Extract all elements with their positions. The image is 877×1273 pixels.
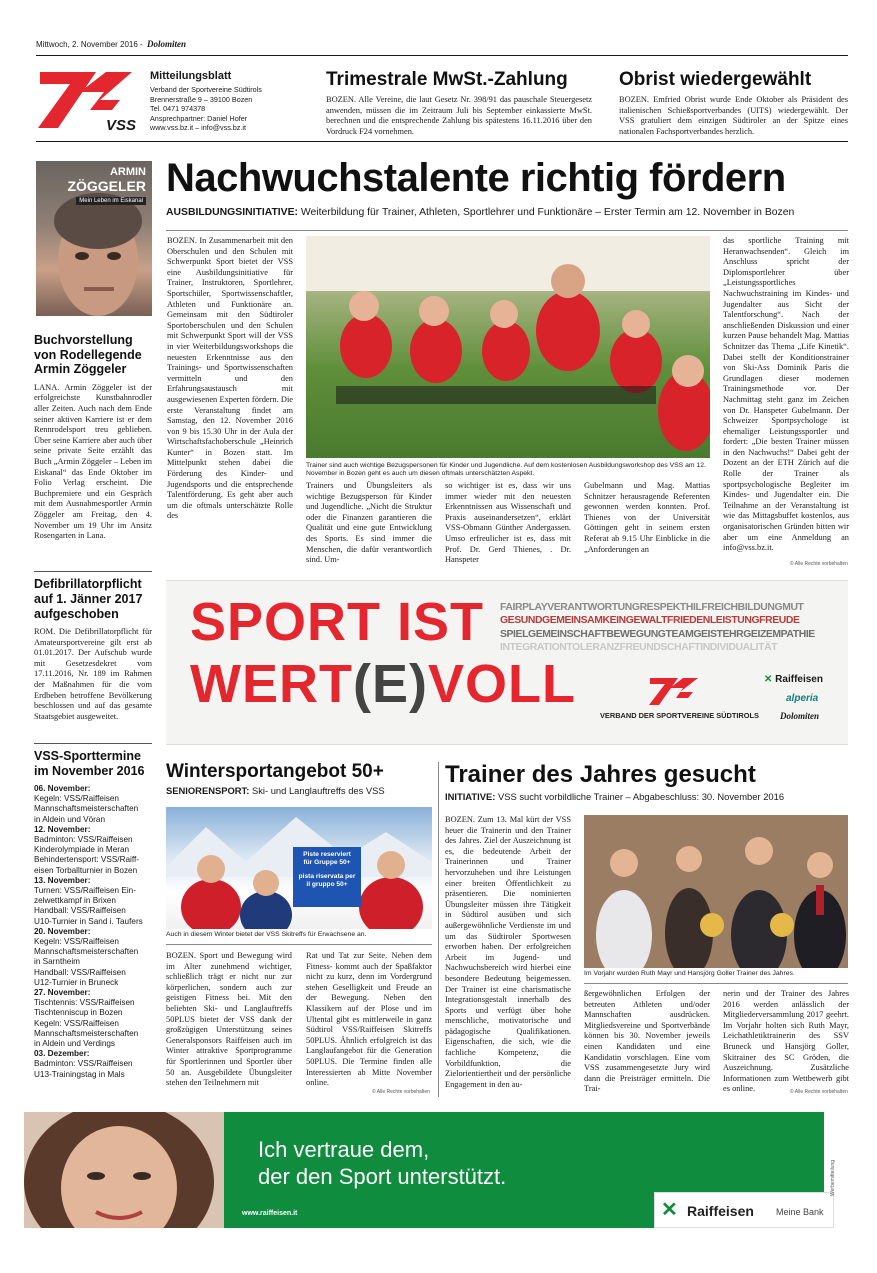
winter-sign (295, 851, 359, 889)
banner-line1: SPORT IST (190, 592, 485, 652)
termine-date: 13. November: (34, 875, 91, 885)
ad-portrait-icon (24, 1112, 224, 1228)
termine-date: 12. November: (34, 824, 91, 834)
main-col5: das sportliche Training mit Heranwachsenden“. Gleich im Anschluss spricht der Diplomsportlehrer über „Leistungssportliches Nachwuchstraining im Kindes- und Jugendalter aus Sicht der Talentforschung“. Nach der anschließenden Diskussion und einer kurzen Pause behandelt Mag. Mattias Schnitzer das Thema „Life Kinetik“. Dabei stellt der Konditionstrainer von Ski-Ass Dominik Paris die Grundlagen dieser modernen Trainingsmethode vor. Der Nachmittag steht ganz im Zeichen von Dr. Hanspeter Gubelmann. Der Schweizer Sportpsychologe ist ehemaliger Leistungssportler und fordert: „Die besten Trainer müssen in den Nachwuchs!“ Dabei geht der Dozent an der ETH Zürich auf die Rolle der Trainer als sportpsychologische Begleiter im Kindes- und Jugendalter ein. Die Teilnahme an der Veranstaltung ist wie das Mittagsbuffet kostenlos, aus organisatorischen Gründen bitten wir aber um eine Anmeldung an info@vss.bz.it. (723, 236, 849, 553)
main-subline-text: Weiterbildung für Trainer, Athleten, Sportlehrer und Funktionäre – Erster Termin am 12. November in Bozen (300, 207, 795, 218)
termine-entry: Kegeln: VSS/Raiffeisen (34, 1018, 119, 1028)
winter-col1: BOZEN. Sport und Bewegung wird im Alter zunehmend wichtiger, schließlich trägt er nicht nur zur körperlichen, sondern auch zur geistigen Fitness bei. Mit den beliebten Ski- und Langlauftreffs 50PLUS bietet der VSS dank der großzügigen Unterstützung seines Generalsponsors Raiffeisen auch im Winter attraktive Sportprogramme für Sportlerinnen und Sportler über 50 an. Ausgebildete Übungsleiter stehen den Teilnehmern mit (166, 951, 292, 1088)
trainer-col2: ßergewöhnlichen Erfolgen der betreuten Athleten und/oder Mannschaften ausdrücken. Mitgliedsvereine und Sportverbände können bis 30. November jeweils einen Kandidaten und eine Kandidatin vorschlagen. Eine vom VSS zusammengesetzte Jury wird dann die Preisträger ermitteln. Die Trai- (584, 989, 710, 1094)
termine-entry: Kinderolympiade in Meran (34, 845, 130, 855)
termine-date: 06. November: (34, 784, 91, 793)
masthead-title: Mitteilungsblatt (150, 70, 232, 82)
dateline-text: Mittwoch, 2. November 2016 - (36, 40, 143, 49)
raiffeisen-ad (24, 1112, 848, 1228)
defi-article (34, 577, 152, 722)
trainer-caption: Im Vorjahr wurden Ruth Mayr und Hansjörg Goller Trainer des Jahres. (584, 970, 795, 977)
masthead-line: www.vss.bz.it – info@vss.bz.it (150, 123, 246, 133)
dolomiten-logo: Dolomiten (146, 39, 186, 49)
ad-url: www.raiffeisen.it (242, 1210, 298, 1217)
trainer-subline (445, 791, 848, 802)
vss-logo-text: VSS (106, 117, 137, 132)
top-rule (36, 55, 848, 56)
ad-brand: Raiffeisen (687, 1203, 754, 1219)
vss-logo-icon (36, 70, 141, 132)
banner-word-row: SPIELGEMEINSCHAFTBEWEGUNGTEAMGEISTEHRGEIZEMPATHIE (500, 628, 815, 640)
banner-word-row: GESUNDGEMEINSAMKEINGEWALTFRIEDENLEISTUNGFREUDE (500, 615, 800, 627)
dateline (36, 39, 186, 49)
masthead-line: Brennerstraße 9 – 39100 Bozen (150, 94, 253, 104)
banner-line2b: (E) (352, 654, 428, 714)
mwst-body: BOZEN. Alle Vereine, die laut Gesetz Nr. 398/91 das pauschale Steuergesetz anwenden, müssen die im Zeitraum Juli bis September einkassierte MwSt. berechnen und die entsprechende Zahlung bis spätestens 16.11.2016 über den Vordruck F24 vornehmen. (326, 95, 592, 136)
banner-line2 (190, 655, 576, 713)
banner-line2c: VOLL (427, 654, 576, 714)
termine-article (34, 749, 152, 1080)
banner-word-row: INTEGRATIONTOLERANZFREUNDSCHAFTINDIVIDUALITÄT (500, 642, 778, 654)
trainer-title: Trainer des Jahres gesucht (445, 761, 756, 788)
termine-date: 20. November: (34, 926, 91, 936)
trainer-photo-icon (584, 815, 848, 968)
main-subline (166, 207, 848, 218)
termine-entry: zelwettkampf in Brixen (34, 896, 116, 906)
trainer-subline-text: VSS sucht vorbildliche Trainer – Abgabeschluss: 30. November 2016 (497, 791, 785, 802)
termine-date: 27. November: (34, 988, 91, 998)
masthead-line: Ansprechpartner: Daniel Hofer (150, 113, 248, 123)
defi-title: Defibrillatorpflicht auf 1. Jänner 2017 aufgeschoben (34, 577, 143, 621)
winter-sign-line: Piste reserviert (303, 851, 351, 858)
masthead-line: Verband der Sportvereine Südtirols (150, 85, 262, 94)
banner-sponsor-alperia: alperia (786, 693, 819, 704)
raiffeisen-icon: ✕ (764, 674, 773, 685)
ad-portrait (24, 1112, 224, 1228)
termine-entry: Behindertensport: VSS/Raiff- (34, 855, 139, 865)
main-article (166, 153, 848, 218)
termine-entry: in Sarntheim (34, 957, 80, 967)
termine-entry: Tischtennis: VSS/Raiffeisen (34, 998, 135, 1008)
winter-sign-line: für Gruppe 50+ (303, 859, 351, 866)
winter-caption-rule (166, 944, 432, 945)
main-subline-rule (166, 230, 848, 231)
banner-sponsor-raiffeisen (764, 674, 823, 685)
trainer-kicker: INITIATIVE: (445, 791, 496, 802)
termine-entry: Handball: VSS/Raiffeisen (34, 906, 126, 916)
kids-photo-caption: Trainer sind auch wichtige Bezugspersonen für Kinder und Jugendliche. Auf dem kostenlosen Ausbildungsworkshop des VSS am 12. November in Bozen geht es auch um diesen oftmals unterschätzten Aspekt. (306, 462, 706, 478)
winter-title: Wintersportangebot 50+ (166, 761, 384, 782)
termine-entry: U13-Trainingstag in Mals (34, 1069, 125, 1079)
book-cover-subtitle: Mein Leben im Eiskanal (76, 197, 146, 205)
obrist-article (619, 68, 848, 137)
book-cover-name-top: ARMIN (109, 166, 146, 178)
termine-date: 03. Dezember: (34, 1049, 90, 1059)
winter-sign-line: il gruppo 50+ (306, 881, 348, 888)
banner-sponsor-dolomiten: Dolomiten (780, 711, 820, 721)
termine-entry: U12-Turnier in Bruneck (34, 977, 119, 987)
termine-entry: Handball: VSS/Raiffeisen (34, 967, 126, 977)
obrist-body: BOZEN. Emfried Obrist wurde Ende Oktober als Präsident des italienischen Schießsportverbandes (UITS) wiedergewählt. Der VSS gratuliert dem einzigen Südtiroler an der Spitze eines nationalen Fachsportverbandes herzlich. (619, 95, 848, 136)
ad-brand-box (654, 1192, 834, 1228)
termine-entry: Mannschaftsmeisterschaften (34, 804, 139, 814)
book-body: LANA. Armin Zöggeler ist der erfolgreichste Kunstbahnrodler aller Zeiten. Auch nach dem Ende seiner aktiven Karriere ist er dem Rennrodelsport treu geblieben. Über seine Karriere aber auch über seine private Seite erzählt das Buch „Armin Zöggeler – Leben im Eiskanal“ das Ende Oktober im Folio Verlag erscheint. Die Buchpremiere und ein Gespräch mit dem Ausnahmesportler Armin Zöggeler am Freitag, den 4. November um 19 Uhr im Ansitz Rosengarten in Lana. (34, 382, 152, 541)
termine-title: VSS-Sporttermine im November 2016 (34, 749, 145, 778)
main-copyright: © Alle Rechte vorbehalten (790, 561, 848, 567)
termine-list (34, 784, 152, 1080)
ad-line2: der den Sport unterstützt. (258, 1164, 507, 1189)
termine-entry: in Aldein und Verdings (34, 1039, 116, 1049)
main-headline: Nachwuchstalente richtig fördern (166, 156, 786, 200)
winter-col2: Rat und Tat zur Seite. Neben dem Fitness- kommt auch der Spaßfaktor nicht zu kurz, denn im Vordergrund stehen Geselligkeit und Freude an der Bewegung. Neben den Klassikern auf der Plose und im Ultental gibt es mittlerweile in ganz Südtirol VSS/Raiffeisen Skitreffs 50PLUS. Ähnlich erfolgreich ist das Langlaufangebot für die Generation 50PLUS. Die Termine finden alle Interessierten ab Mitte November online. (306, 951, 432, 1088)
winter-photo (166, 807, 432, 929)
winter-sign-line: pista riservata per (298, 873, 356, 880)
termine-entry: Badminton: VSS/Raiffeisen (34, 1059, 133, 1069)
banner-sport-ist-wertvoll (166, 580, 848, 745)
banner-vss-logo-icon (648, 677, 710, 707)
raiffeisen-ad-icon: ✕ (661, 1199, 678, 1221)
termine-entry: U10-Turnier in Sand i. Taufers (34, 916, 143, 926)
termine-entry: Mannschaftsmeisterschaften (34, 947, 139, 957)
trainer-caption-rule (584, 983, 848, 984)
sidebar-rule-2 (34, 743, 152, 744)
mwst-title: Trimestrale MwSt.-Zahlung (326, 69, 568, 90)
winter-subline-text: Ski- und Langlauftreffs des VSS (251, 785, 385, 796)
kids-photo (306, 236, 710, 458)
ad-side-label: Werbemitteilung (830, 1159, 836, 1196)
trainer-article (445, 760, 848, 802)
banner-sponsor1-text: Raiffeisen (775, 674, 823, 685)
sidebar-rule-1 (34, 571, 152, 572)
termine-entry: Turnen: VSS/Raiffeisen Ein- (34, 886, 136, 896)
winter-copyright: © Alle Rechte vorbehalten (372, 1089, 430, 1095)
termine-entry: Kegeln: VSS/Raiffeisen (34, 937, 119, 947)
defi-body: ROM. Die Defibrillatorpflicht für Amateursportvereine gilt erst ab 01.01.2017. Der Aufschub wurde mit Gesetzesdekret vom 17.11.2016, Nr. 189 im Rahmen der Maßnahmen für die vom Erdbeben betroffene Bevölkerung beschlossen und auf das gesamte Staatsgebiet ausgeweitet. (34, 627, 152, 721)
termine-entry: Badminton: VSS/Raiffeisen (34, 835, 133, 845)
masthead-line: Tel. 0471 974378 (150, 104, 206, 114)
termine-entry: in Aldein und Vöran (34, 814, 106, 824)
obrist-title: Obrist wiedergewählt (619, 69, 812, 90)
main-col3: so wichtiger ist es, dass wir uns immer wieder mit den neuesten Erkenntnissen aus Wissenschaft und Praxis auseinandersetzen“, erklärt VSS-Obmann Günther Andergassen. Umso erfreulicher ist es, dass mit Prof. Dr. Gerd Thienes, . Dr. Hanspeter (445, 481, 571, 565)
main-col4: Gubelmann und Mag. Mattias Schnitzer herausragende Referenten gewonnen werden konnten. Prof. Thienes von der Universität Göttingen geht in seinem ersten Referat ab 9.15 Uhr Einblicke in die „Anforderungen an (584, 481, 710, 554)
banner-word-row: FAIRPLAYVERANTWORTUNGRESPEKTHILFREICHBILDUNGMUT (500, 602, 804, 613)
mwst-article (326, 68, 592, 137)
banner-assoc: VERBAND DER SPORTVEREINE SÜDTIROLS (600, 711, 759, 720)
kids-photo-icon (306, 236, 710, 458)
trainer-copyright: © Alle Rechte vorbehalten (790, 1089, 848, 1095)
banner-line2a: WERT (190, 654, 353, 714)
termine-entry: eisen Torballturnier in Bozen (34, 865, 138, 875)
winter-subline (166, 785, 432, 796)
masthead-bottom-rule (36, 141, 848, 142)
winter-article (166, 760, 432, 796)
termine-entry: Tischtenniscup in Bozen (34, 1008, 123, 1018)
ad-line1: Ich vertraue dem, (258, 1137, 430, 1162)
book-title: Buchvorstellung von Rodellegende Armin Zöggeler (34, 333, 142, 377)
trainer-left-rule (438, 762, 439, 1097)
trainer-col3: nerin und der Trainer des Jahres 2016 werden anlässlich der Mitgliederversammlung 2017 geehrt. Im Vorjahr holten sich Ruth Mayr, Leichathletiktrainerin des SSV Bruneck und Hansjörg Goller, Skitrainer des SC Gröden, die Auszeichnung. Zusätzliche Informationen zum Wettbewerb gibt es online. (723, 989, 849, 1094)
ad-brand-tag: Meine Bank (776, 1207, 824, 1217)
main-col2: Trainers und Übungsleiters als wichtige Bezugsperson für Kinder und Jugendliche. „Nicht die Struktur oder die Finanzen garantieren die Qualität und eine gute Entwicklung des Sports. Es sind immer die Menschen, die dafür verantwortlich sind. Um- (306, 481, 432, 565)
vss-logo (36, 70, 141, 132)
trainer-photo (584, 815, 848, 968)
banner-words (500, 601, 836, 655)
book-cover-image (36, 161, 152, 316)
termine-entry: Kegeln: VSS/Raiffeisen (34, 794, 119, 804)
masthead-info (150, 70, 315, 133)
book-article (34, 333, 152, 542)
main-col1: BOZEN. In Zusammenarbeit mit den Oberschulen und den Schulen mit Schwerpunkt Sport bietet der VSS eine Ausbildungsinitiative für Trainer, Instruktoren, Sportlehrer, Sportschüler, Sportwissenschaftler, Athleten und Funktionäre an. Gemeinsam mit den Südtiroler Sportoberschulen und den Schulen mit Schwerpunkt Sport will der VSS in vier Weiterbildungsworkshops die neuesten Erkenntnisse aus den Trainings- und Sportwissenschaften vermitteln und den Erfahrungsaustausch mit ausgewiesenen Experten fördern. Die erste Veranstaltung findet am Samstag, den 12. November 2016 von 9 bis 15.30 Uhr in der Aula der Wirtschaftsfachoberschule „Heinrich Kunter“ in Bozen statt. Im Mittelpunkt stehen dabei die Förderung des Kinder- und Jugendsports und die entsprechende Talentförderung. Es geht aber auch um die oftmals unterschätzte Rolle des (167, 236, 293, 521)
winter-caption: Auch in diesem Winter bietet der VSS Skitreffs für Erwachsene an. (166, 931, 367, 938)
winter-kicker: SENIORENSPORT: (166, 785, 250, 796)
book-cover-name: ZÖGGELER (67, 178, 146, 194)
main-kicker: AUSBILDUNGSINITIATIVE: (166, 207, 298, 218)
trainer-col1: BOZEN. Zum 13. Mal kürt der VSS heuer die Trainerin und den Trainer des Jahres. Ziel der Auszeichnung ist es, die bedeutende Arbeit der Trainerinnen und Trainer hervorzuheben und ihre Leistungen einer breiten Öffentlichkeit zu präsentieren. Die nominierten Übungsleiter müssen ihre Tätigkeit in Südtirol ausüben und sich außergewöhnliche Verdienste im und um das Südtiroler Sportwesen erworben haben. Der erfolgreichen Arbeit im Jugend- und Nachwuchsbereich wird hierbei eine besondere Bedeutung beigemessen. Der Trainer ist eine charismatische Integrationsgestalt innerhalb des Sports und verfügt über hohe menschliche, motivatorische und pädagogische Qualifikationen. Eigenschaften, die sich, wie die fachliche Kompetenz, die Vorbildfunktion, die Zielorientiertheit und der persönliche Engagement in den au- (445, 815, 571, 1089)
termine-entry: Mannschaftsmeisterschaften (34, 1028, 139, 1038)
